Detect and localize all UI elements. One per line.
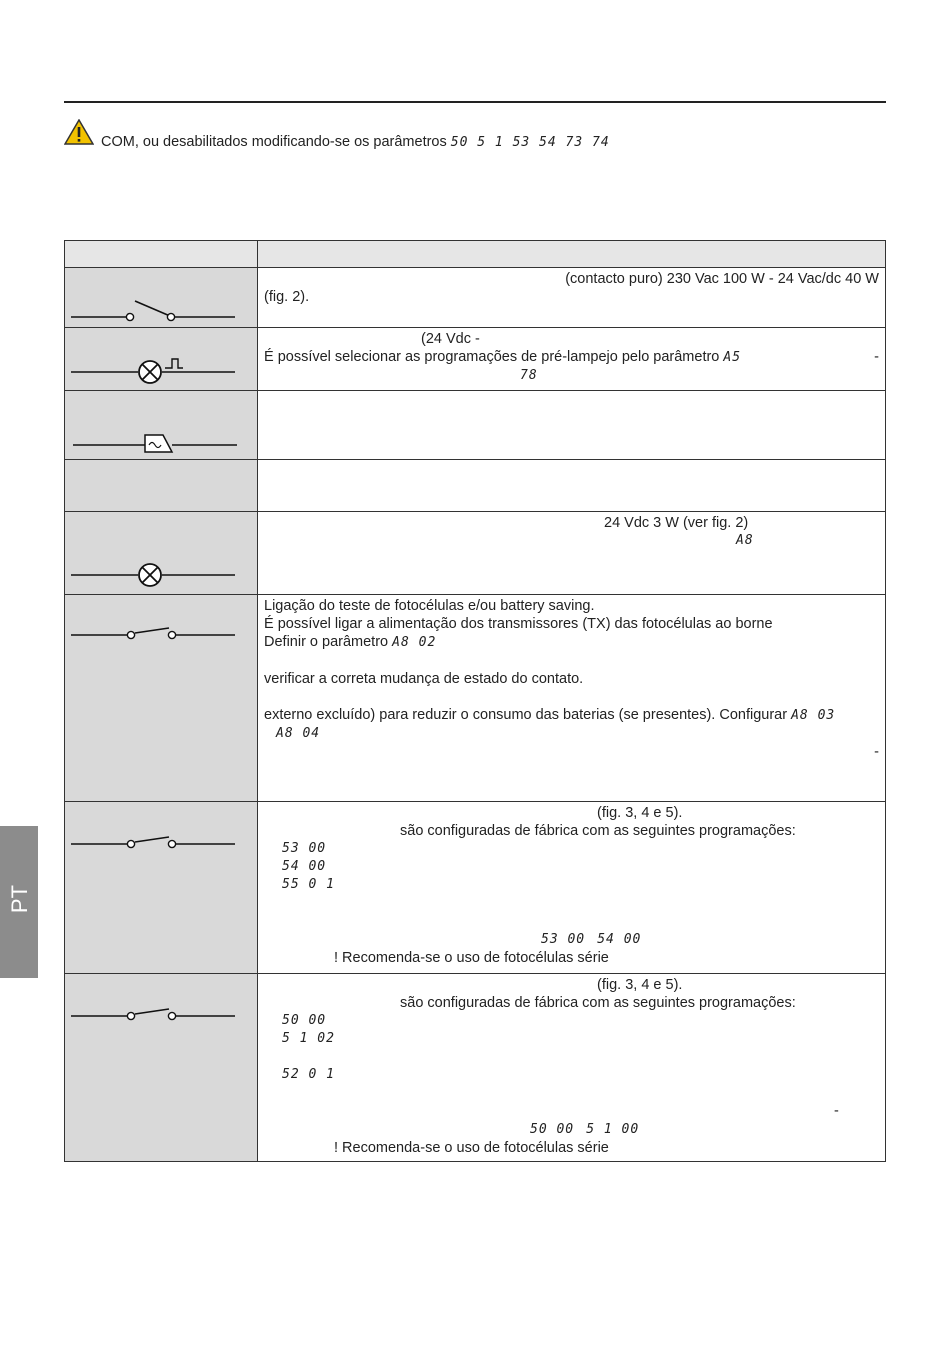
description-cell (258, 974, 886, 1162)
symbol-cell (65, 974, 258, 1162)
symbol-cell (65, 391, 258, 460)
symbol-cell (65, 460, 258, 512)
table-row (65, 974, 886, 1162)
row6-param: A8 02 (392, 635, 437, 650)
row6-param3: A8 04 (276, 726, 321, 741)
row7-param1: 53 00 (282, 841, 327, 856)
symbol-cell (65, 328, 258, 391)
table-row (65, 391, 886, 460)
row7-line2: são configuradas de fábrica com as seguintes programações: (400, 823, 796, 839)
row8-param4: 50 00 (530, 1122, 575, 1137)
row5-line2: A8 (736, 533, 754, 548)
row6-line3: Definir o parâmetro (264, 634, 389, 650)
description-cell (258, 595, 886, 802)
warning-icon (64, 119, 94, 145)
table-row (65, 460, 886, 512)
row8-line2: são configuradas de fábrica com as seguintes programações: (400, 995, 796, 1011)
table-row (65, 268, 886, 328)
row7-param5: 54 00 (597, 932, 642, 947)
row2-param: A5 (723, 350, 742, 365)
row1-line1: (contacto puro) 230 Vac 100 W - 24 Vac/dc 40 W (565, 271, 879, 287)
table-row (65, 328, 886, 391)
description-cell (258, 802, 886, 974)
row2-dash: - (874, 349, 879, 365)
row8-dash: - (834, 1103, 839, 1119)
row7-param3: 55 0 1 (282, 877, 335, 892)
row2-line3: 78 (520, 368, 538, 383)
row6-line4: verificar a correta mudança de estado do contato. (264, 671, 584, 687)
terminal-table (64, 240, 886, 1162)
row8-param1: 50 00 (282, 1013, 327, 1028)
row8-line3: ! Recomenda-se o uso de fotocélulas série (334, 1140, 609, 1156)
table-row (65, 802, 886, 974)
row6-line1: Ligação do teste de fotocélulas e/ou battery saving. (264, 598, 595, 614)
symbol-cell (65, 268, 258, 328)
symbol-cell (65, 802, 258, 974)
warning-params: 50 5 1 53 54 73 74 (450, 135, 610, 150)
electric-lock-icon (65, 391, 257, 460)
description-cell (258, 460, 886, 512)
description-cell (258, 328, 886, 391)
language-tab-label: PT (7, 884, 32, 914)
warning-text (101, 134, 610, 150)
table-row (65, 512, 886, 595)
row7-param4: 53 00 (541, 932, 586, 947)
row7-line3: ! Recomenda-se o uso de fotocélulas série (334, 950, 609, 966)
row2-line2: É possível selecionar as programações de pré-lampejo pelo parâmetro (264, 349, 720, 365)
lamp-icon (65, 512, 257, 595)
symbol-cell (65, 512, 258, 595)
switch-contact-icon (65, 595, 257, 655)
warning-prefix: COM, ou desabilitados modificando-se os parâmetros (101, 134, 447, 150)
row7-line1: (fig. 3, 4 e 5). (597, 805, 683, 821)
row5-line1: 24 Vdc 3 W (ver fig. 2) (604, 515, 749, 531)
flashing-lamp-icon (65, 328, 257, 391)
description-cell (258, 391, 886, 460)
header-cell-description (258, 241, 886, 268)
table-header-row (65, 241, 886, 268)
row6-dash: - (874, 744, 879, 760)
header-cell-symbol (65, 241, 258, 268)
row6-param2: A8 03 (791, 708, 836, 723)
relay-contact-icon (65, 268, 257, 328)
row7-param2: 54 00 (282, 859, 327, 874)
symbol-cell (65, 595, 258, 802)
description-cell (258, 268, 886, 328)
language-tab (0, 826, 38, 978)
row8-line1: (fig. 3, 4 e 5). (597, 977, 683, 993)
row2-line1: (24 Vdc - (421, 331, 480, 347)
row6-line2: É possível ligar a alimentação dos transmissores (TX) das fotocélulas ao borne (264, 616, 773, 632)
row1-line2: (fig. 2). (264, 289, 310, 305)
top-rule (64, 101, 886, 103)
photocell-contact-icon (65, 974, 257, 1034)
table-row (65, 595, 886, 802)
row8-param2: 5 1 02 (282, 1031, 335, 1046)
description-cell (258, 512, 886, 595)
row8-param3: 52 0 1 (282, 1067, 335, 1082)
row8-param5: 5 1 00 (586, 1122, 640, 1137)
photocell-contact-icon (65, 802, 257, 862)
row6-line5: externo excluído) para reduzir o consumo das baterias (se presentes). Configurar (264, 707, 788, 723)
